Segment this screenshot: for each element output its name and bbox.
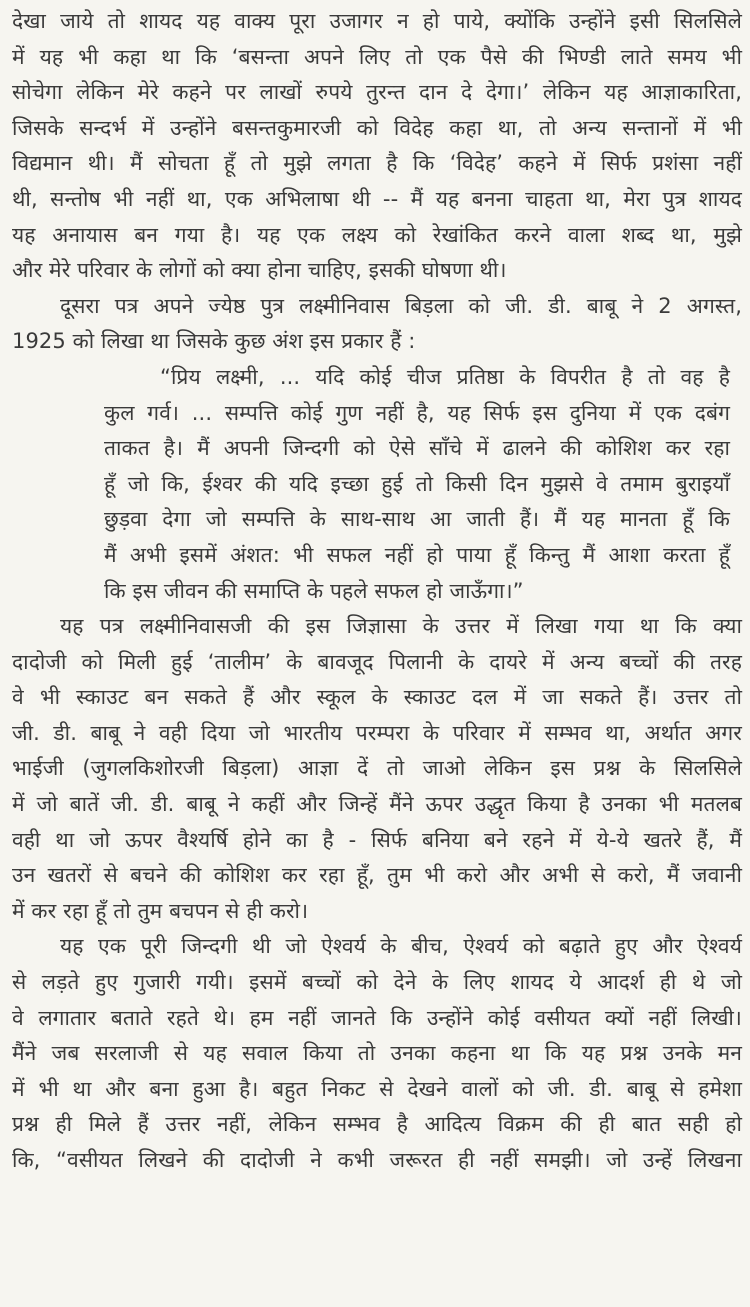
text-line: कि, “वसीयत लिखने की दादोजी ने कभी जरूरत ही नहीं समझी। जो उन्हें लिखना bbox=[12, 1148, 742, 1172]
paragraph-end-line: में कर रहा हूँ तो तुम बचपन से ही करो। bbox=[12, 898, 309, 923]
text-line: वही था जो ऊपर वैश्यर्षि होने का है - सिर्फ बनिया बने रहने में ये-ये खतरे हैं, मैं bbox=[12, 827, 742, 852]
quote-line: हूँ जो कि, ईश्वर की यदि इच्छा हुई तो किसी दिन मुझसे वे तमाम बुराइयाँ bbox=[104, 471, 730, 496]
text-line: जिसके सन्दर्भ में उन्होंने बसन्तकुमारजी को विदेह कहा था, तो अन्य सन्तानों में भी bbox=[12, 115, 742, 140]
text-line: प्रश्न ही मिले हैं उत्तर नहीं, लेकिन सम्भव है आदित्य विक्रम की ही बात सही हो bbox=[12, 1112, 742, 1137]
text-line: से लड़ते हुए गुजारी गयी। इसमें बच्चों को देने के लिए शायद ये आदर्श ही थे जो bbox=[12, 970, 742, 995]
text-line: वे भी स्काउट बन सकते हैं और स्कूल के स्काउट दल में जा सकते हैं। उत्तर तो bbox=[12, 685, 742, 710]
quote-start-line: “प्रिय लक्ष्मी, ... यदि कोई चीज प्रतिष्ठा के विपरीत है तो वह है bbox=[160, 364, 730, 389]
paragraph-end-line: और मेरे परिवार के लोगों को क्या होना चाहिए, इसकी घोषणा थी। bbox=[12, 258, 507, 283]
text-line: देखा जाये तो शायद यह वाक्य पूरा उजागर न हो पाये, क्योंकि उन्होंने इसी सिलसिले bbox=[12, 9, 742, 33]
text-line: में यह भी कहा था कि ‘बसन्ता अपने लिए तो एक पैसे की भिण्डी लाते समय भी bbox=[12, 44, 742, 69]
text-line: दादोजी को मिली हुई ‘तालीम’ के बावजूद पिलानी के दायरे में अन्य बच्चों की तरह bbox=[12, 649, 742, 674]
quote-line: छुड़वा देगा जो सम्पत्ति के साथ-साथ आ जाती हैं। मैं यह मानता हूँ कि bbox=[104, 507, 730, 532]
text-line: मैंने जब सरलाजी से यह सवाल किया तो उनका कहना था कि यह प्रश्न उनके मन bbox=[12, 1041, 742, 1066]
paragraph-end-line: 1925 को लिखा था जिसके कुछ अंश इस प्रकार हैं : bbox=[12, 329, 416, 354]
text-line: थी, सन्तोष भी नहीं था, एक अभिलाषा थी -- मैं यह बनना चाहता था, मेरा पुत्र शायद bbox=[12, 186, 742, 211]
quote-end-line: कि इस जीवन की समाप्ति के पहले सफल हो जाऊँगा।” bbox=[104, 578, 524, 603]
text-line: में भी था और बना हुआ है। बहुत निकट से देखने वालों को जी. डी. बाबू से हमेशा bbox=[12, 1076, 742, 1101]
quote-line: कुल गर्व। ... सम्पत्ति कोई गुण नहीं है, यह सिर्फ इस दुनिया में एक दबंग bbox=[104, 400, 730, 425]
paragraph-start-line: यह एक पूरी जिन्दगी थी जो ऐश्वर्य के बीच, ऐश्वर्य को बढ़ाते हुए और ऐश्वर्य bbox=[60, 934, 742, 959]
text-line: सोचेगा लेकिन मेरे कहने पर लाखों रुपये तुरन्त दान दे देगा।’ लेकिन यह आज्ञाकारिता, bbox=[12, 80, 742, 105]
text-line: विद्यमान थी। मैं सोचता हूँ तो मुझे लगता है कि ‘विदेह’ कहने में सिर्फ प्रशंसा नहीं bbox=[12, 151, 742, 176]
text-line: जी. डी. बाबू ने वही दिया जो भारतीय परम्परा के परिवार में सम्भव था, अर्थात अगर bbox=[12, 720, 742, 745]
paragraph-start-line: दूसरा पत्र अपने ज्येष्ठ पुत्र लक्ष्मीनिवास बिड़ला को जी. डी. बाबू ने 2 अगस्त, bbox=[60, 293, 742, 318]
text-line: वे लगातार बताते रहते थे। हम नहीं जानते कि उन्होंने कोई वसीयत क्यों नहीं लिखी। bbox=[12, 1005, 742, 1030]
quote-line: मैं अभी इसमें अंशत: भी सफल नहीं हो पाया हूँ किन्तु मैं आशा करता हूँ bbox=[104, 542, 730, 567]
text-line: भाईजी (जुगलकिशोरजी बिड़ला) आज्ञा दें तो जाओ लेकिन इस प्रश्न के सिलसिले bbox=[12, 756, 742, 781]
quote-line: ताकत है। मैं अपनी जिन्दगी को ऐसे साँचे में ढालने की कोशिश कर रहा bbox=[104, 436, 730, 461]
text-line: यह अनायास बन गया है। यह एक लक्ष्य को रेखांकित करने वाला शब्द था, मुझे bbox=[12, 222, 742, 247]
text-line: में जो बातें जी. डी. बाबू ने कहीं और जिन्हें मैंने ऊपर उद्धृत किया है उनका भी मतलब bbox=[12, 792, 742, 817]
text-line: उन खतरों से बचने की कोशिश कर रहा हूँ, तुम भी करो और अभी से करो, मैं जवानी bbox=[12, 863, 742, 888]
paragraph-start-line: यह पत्र लक्ष्मीनिवासजी की इस जिज्ञासा के उत्तर में लिखा गया था कि क्या bbox=[60, 614, 742, 639]
